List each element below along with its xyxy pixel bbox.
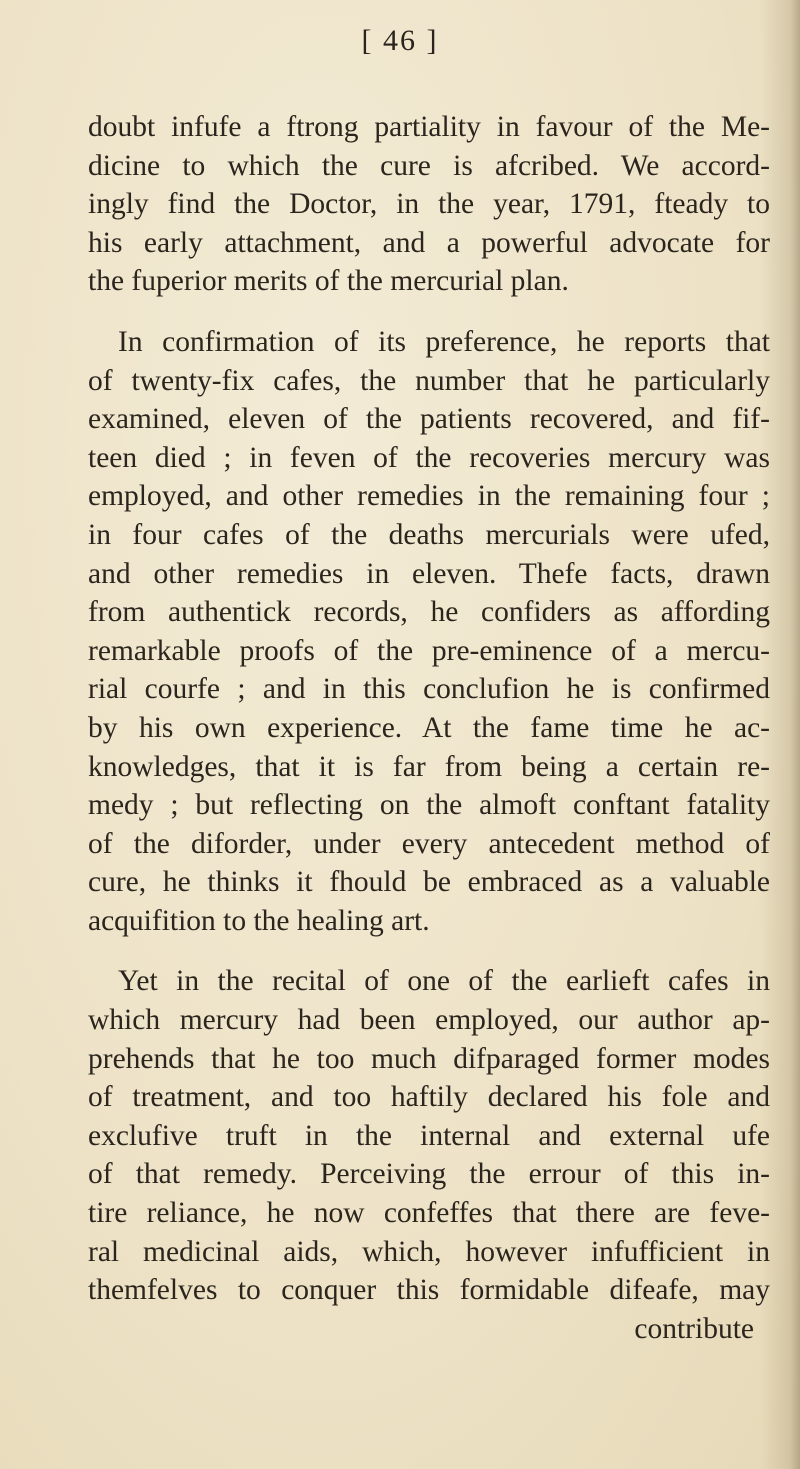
text-line: dicine to which the cure is afcribed. We accord- bbox=[88, 149, 770, 182]
text-line: which mercury had been employed, our author ap- bbox=[88, 1004, 770, 1037]
text-line: of the diforder, under every antecedent method of bbox=[88, 827, 770, 860]
text-line: remarkable proofs of the pre-eminence of a mercu- bbox=[88, 634, 770, 667]
text-line: employed, and other remedies in the remaining four ; bbox=[88, 480, 770, 513]
page-number: [ 46 ] bbox=[361, 24, 439, 57]
text-line: and other remedies in eleven. Thefe facts, drawn bbox=[88, 557, 770, 590]
text-line: exclufive truft in the internal and external ufe bbox=[88, 1119, 770, 1152]
text-line: acquifition to the healing art. bbox=[88, 904, 430, 937]
text-line: in four cafes of the deaths mercurials were ufed, bbox=[88, 518, 770, 551]
text-line: Yet in the recital of one of the earlieft cafes in bbox=[118, 965, 770, 998]
text-line: by his own experience. At the fame time he ac- bbox=[88, 711, 770, 744]
text-line: the fuperior merits of the mercurial plan. bbox=[88, 265, 569, 298]
text-line: teen died ; in feven of the recoveries mercury was bbox=[88, 441, 770, 474]
text-line: In confirmation of its preference, he reports that bbox=[118, 325, 770, 358]
text-line: rial courfe ; and in this conclufion he is confirmed bbox=[88, 673, 770, 706]
text-line: of treatment, and too haftily declared his fole and bbox=[88, 1081, 770, 1114]
text-line: ingly find the Doctor, in the year, 1791, fteady to bbox=[88, 188, 770, 221]
text-line: doubt infufe a ftrong partiality in favour of the Me- bbox=[88, 111, 770, 143]
text-line: from authentick records, he confiders as affording bbox=[88, 596, 770, 629]
paragraph-2 bbox=[88, 323, 770, 941]
text-line: of twenty-fix cafes, the number that he particularly bbox=[88, 364, 770, 397]
text-line: cure, he thinks it fhould be embraced as a valuable bbox=[88, 866, 770, 899]
text-line: themfelves to conquer this formidable difeafe, may bbox=[88, 1274, 770, 1307]
text-line: medy ; but reflecting on the almoft conftant fatality bbox=[88, 789, 770, 822]
text-line: of that remedy. Perceiving the errour of this in- bbox=[88, 1158, 770, 1191]
text-line: tire reliance, he now confeffes that there are feve- bbox=[88, 1197, 770, 1230]
text-line: examined, eleven of the patients recovered, and fif- bbox=[88, 403, 770, 436]
text-line: prehends that he too much difparaged former modes bbox=[88, 1042, 770, 1075]
text-line: knowledges, that it is far from being a certain re- bbox=[88, 750, 770, 783]
paragraph-1 bbox=[88, 108, 770, 301]
paragraph-3 bbox=[88, 962, 770, 1309]
body-text bbox=[88, 108, 770, 1348]
text-line: his early attachment, and a powerful advocate for bbox=[88, 226, 770, 259]
text-line: ral medicinal aids, which, however infufficient in bbox=[88, 1235, 770, 1268]
catchword: contribute bbox=[634, 1312, 754, 1345]
